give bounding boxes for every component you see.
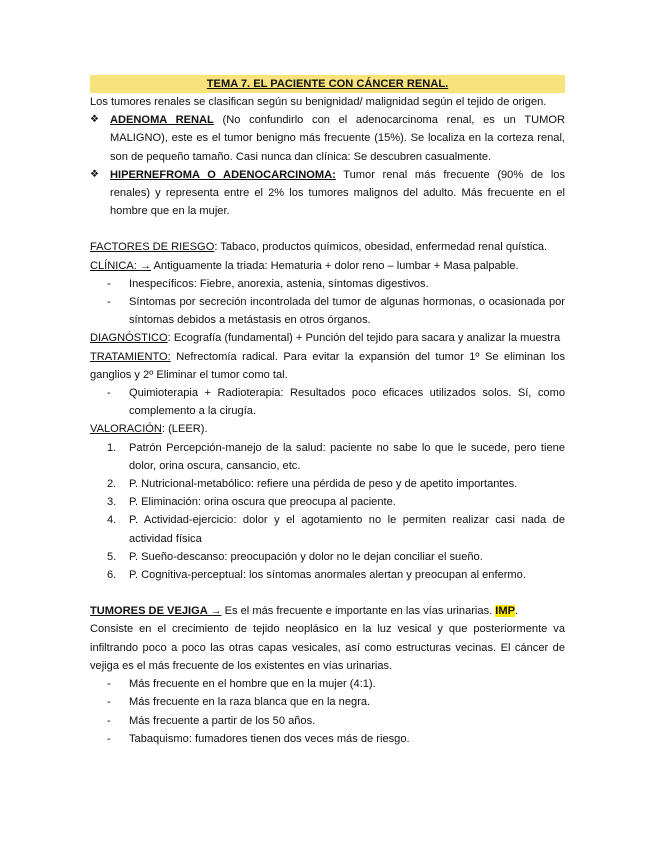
imp-highlight: IMP xyxy=(495,605,516,618)
factores-label: FACTORES DE RIESGO xyxy=(90,241,215,254)
numbered-item: 3. P. Eliminación: orina oscura que preocupa al paciente. xyxy=(107,496,396,509)
numbered-item: 1. Patrón Percepción-manejo de la salud: paciente no sabe lo que le sucede, pero tiene dolor, orina oscura, cansancio, etc. xyxy=(107,441,565,472)
numbered-item: 6. P. Cognitiva-perceptual: los síntomas anormales alertan y preocupan al enfermo. xyxy=(107,569,526,582)
list-item: - Síntomas por secreción incontrolada del tumor de algunas hormonas, o ocasionada por síntomas debidos a metástasis en otros órganos. xyxy=(107,296,565,327)
numbered-item: 2. P. Nutricional-metabólico: refiere una pérdida de peso y de apetito importantes. xyxy=(107,478,518,491)
term-hipernefroma: HIPERNEFROMA O ADENOCARCINOMA: xyxy=(110,168,336,181)
diamond-bullet-icon: ❖ xyxy=(90,114,99,126)
numbered-item: 4. P. Actividad-ejercicio: dolor y el agotamiento no le permiten realizar casi nada de actividad física xyxy=(107,514,565,545)
document-title: TEMA 7. EL PACIENTE CON CÁNCER RENAL. xyxy=(90,75,565,93)
vejiga-heading: TUMORES DE VEJIGA → Es el más frecuente e importante en las vías urinarias. IMP. xyxy=(90,605,519,618)
clinica: CLÍNICA: → Antiguamente la triada: Hematuria + dolor reno – lumbar + Masa palpable. xyxy=(90,259,519,272)
valoracion-label: VALORACIÓN xyxy=(90,423,162,436)
text-hipernefroma: Tumor renal más frecuente (90% de los renales) y representa entre el 2% los tumores malignos del adulto. Más frecuente en el hombre que en la mujer. xyxy=(110,168,565,218)
text-adenoma: (No confundirlo con el adenocarcinoma renal, es un TUMOR MALIGNO), este es el tumor benigno más frecuente (15%). Se localiza en la corteza renal, son de pequeño tamaño. Casi nunca dan clínica: Se descubren casualmente. xyxy=(110,114,565,163)
bullet-hipernefroma xyxy=(90,166,565,221)
numbered-item: 5. P. Sueño-descanso: preocupación y dolor no le dejan conciliar el sueño. xyxy=(107,550,483,563)
document-page xyxy=(90,75,565,748)
diamond-bullet-icon: ❖ xyxy=(90,168,99,180)
list-item: - Quimioterapia + Radioterapia: Resultados poco eficaces utilizados solos. Sí, como complemento a la cirugía. xyxy=(107,387,565,418)
term-adenoma: ADENOMA RENAL xyxy=(110,114,214,127)
tratamiento: TRATAMIENTO: Nefrectomía radical. Para evitar la expansión del tumor 1º Se eliminan los ganglios y 2º Eliminar el tumor como tal. xyxy=(90,350,565,381)
valoracion: VALORACIÓN: (LEER). xyxy=(90,423,208,436)
vejiga-paragraph: Consiste en el crecimiento de tejido neoplásico en la luz vesical y que posteriormente va infiltrando poco a poco las otras capas vesicales, así como estructuras vecinas. El cáncer de vejiga es el más frecuente de los existentes en vías urinarias. xyxy=(90,623,565,672)
diagnostico-label: DIAGNÓSTICO xyxy=(90,332,168,345)
diagnostico: DIAGNÓSTICO: Ecografía (fundamental) + Punción del tejido para sacara y analizar la muestra xyxy=(90,332,561,345)
intro-paragraph: Los tumores renales se clasifican según su benignidad/ malignidad según el tejido de origen. xyxy=(90,96,547,108)
factores-riesgo: FACTORES DE RIESGO: Tabaco, productos químicos, obesidad, enfermedad renal quística. xyxy=(90,241,548,254)
list-item: - Más frecuente en el hombre que en la mujer (4:1). xyxy=(107,678,376,691)
clinica-label: CLÍNICA: → xyxy=(90,259,152,272)
list-item: - Inespecíficos: Fiebre, anorexia, astenia, síntomas digestivos. xyxy=(107,277,429,290)
tratamiento-label: TRATAMIENTO: xyxy=(90,350,171,363)
list-item: - Más frecuente en la raza blanca que en la negra. xyxy=(107,696,371,709)
list-item: - Más frecuente a partir de los 50 años. xyxy=(107,714,316,727)
bullet-adenoma xyxy=(90,111,565,166)
vejiga-label: TUMORES DE VEJIGA → xyxy=(90,605,222,618)
list-item: - Tabaquismo: fumadores tienen dos veces más de riesgo. xyxy=(107,732,410,745)
